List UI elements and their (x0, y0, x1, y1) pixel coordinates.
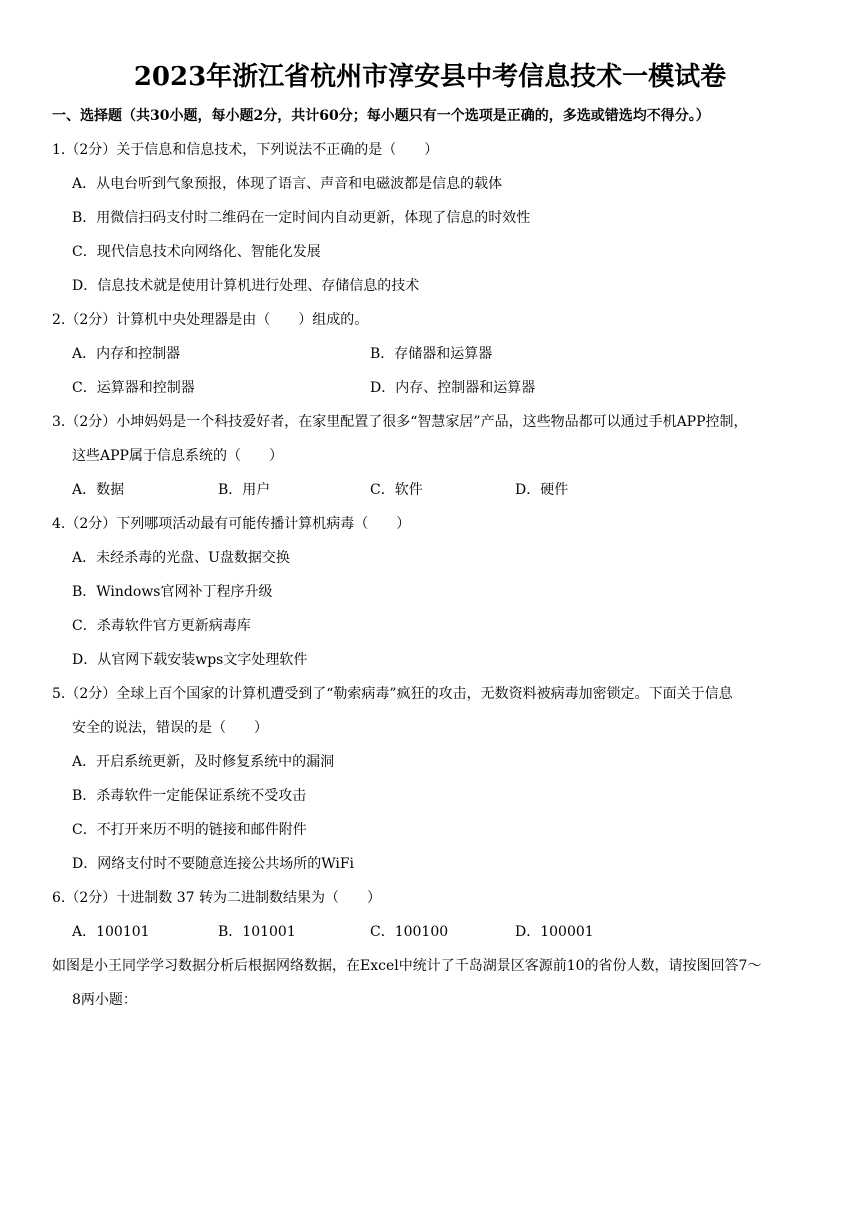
question-4-option-d[interactable]: D．从官网下载安装wps文字处理软件 (72, 652, 308, 668)
question-5-option-b[interactable]: B．杀毒软件一定能保证系统不受攻击 (72, 788, 307, 804)
page-title: 2023年浙江省杭州市淳安县中考信息技术一模试卷 (133, 62, 727, 92)
question-4-option-c[interactable]: C．杀毒软件官方更新病毒库 (72, 618, 251, 634)
question-2-option-b[interactable]: B．存储器和运算器 (370, 346, 493, 362)
question-5-stem-continued: 安全的说法，错误的是（ ） (72, 720, 268, 736)
question-5-stem: 5.（2分）全球上百个国家的计算机遭受到了“勒索病毒”疯狂的攻击，无数资料被病毒加密锁定。下面关于信息 (52, 686, 733, 702)
question-1-option-c[interactable]: C．现代信息技术向网络化、智能化发展 (72, 244, 321, 260)
question-4-option-a[interactable]: A．未经杀毒的光盘、U盘数据交换 (72, 550, 290, 566)
question-2-option-c[interactable]: C．运算器和控制器 (72, 380, 195, 396)
question-5-option-d[interactable]: D．网络支付时不要随意连接公共场所的WiFi (72, 856, 355, 872)
question-6-option-d[interactable]: D．100001 (515, 924, 594, 940)
question-2-option-d[interactable]: D．内存、控制器和运算器 (370, 380, 536, 396)
question-3-option-d[interactable]: D．硬件 (515, 482, 569, 498)
intro-line-2: 8两小题： (72, 992, 137, 1008)
question-3-stem: 3.（2分）小坤妈妈是一个科技爱好者，在家里配置了很多“智慧家居”产品，这些物品都可以通过手机APP控制， (52, 414, 748, 430)
question-6-option-c[interactable]: C．100100 (370, 924, 449, 940)
question-3-option-b[interactable]: B．用户 (218, 482, 271, 498)
section-header: 一、选择题（共30小题，每小题2分，共计60分；每小题只有一个选项是正确的，多选或错选均不得分。） (52, 108, 710, 124)
question-2-stem: 2.（2分）计算机中央处理器是由（ ）组成的。 (52, 312, 369, 328)
intro-line-1: 如图是小王同学学习数据分析后根据网络数据，在Excel中统计了千岛湖景区客源前10的省份人数，请按图回答7～ (52, 958, 762, 974)
question-6-option-a[interactable]: A．100101 (72, 924, 150, 940)
question-6-option-b[interactable]: B．101001 (218, 924, 296, 940)
question-3-option-a[interactable]: A．数据 (72, 482, 125, 498)
question-1-option-b[interactable]: B．用微信扫码支付时二维码在一定时间内自动更新，体现了信息的时效性 (72, 210, 531, 226)
question-3-stem-continued: 这些APP属于信息系统的（ ） (72, 448, 283, 464)
question-4-stem: 4.（2分）下列哪项活动最有可能传播计算机病毒（ ） (52, 516, 411, 532)
question-5-option-c[interactable]: C．不打开来历不明的链接和邮件附件 (72, 822, 307, 838)
question-3-option-c[interactable]: C．软件 (370, 482, 423, 498)
question-1-option-a[interactable]: A．从电台听到气象预报，体现了语言、声音和电磁波都是信息的载体 (72, 176, 503, 192)
question-5-option-a[interactable]: A．开启系统更新，及时修复系统中的漏洞 (72, 754, 335, 770)
question-4-option-b[interactable]: B．Windows官网补丁程序升级 (72, 584, 273, 600)
question-2-option-a[interactable]: A．内存和控制器 (72, 346, 181, 362)
question-1-stem: 1.（2分）关于信息和信息技术，下列说法不正确的是（ ） (52, 142, 439, 158)
question-6-stem: 6.（2分）十进制数 37 转为二进制数结果为（ ） (52, 890, 381, 906)
question-1-option-d[interactable]: D．信息技术就是使用计算机进行处理、存储信息的技术 (72, 278, 420, 294)
